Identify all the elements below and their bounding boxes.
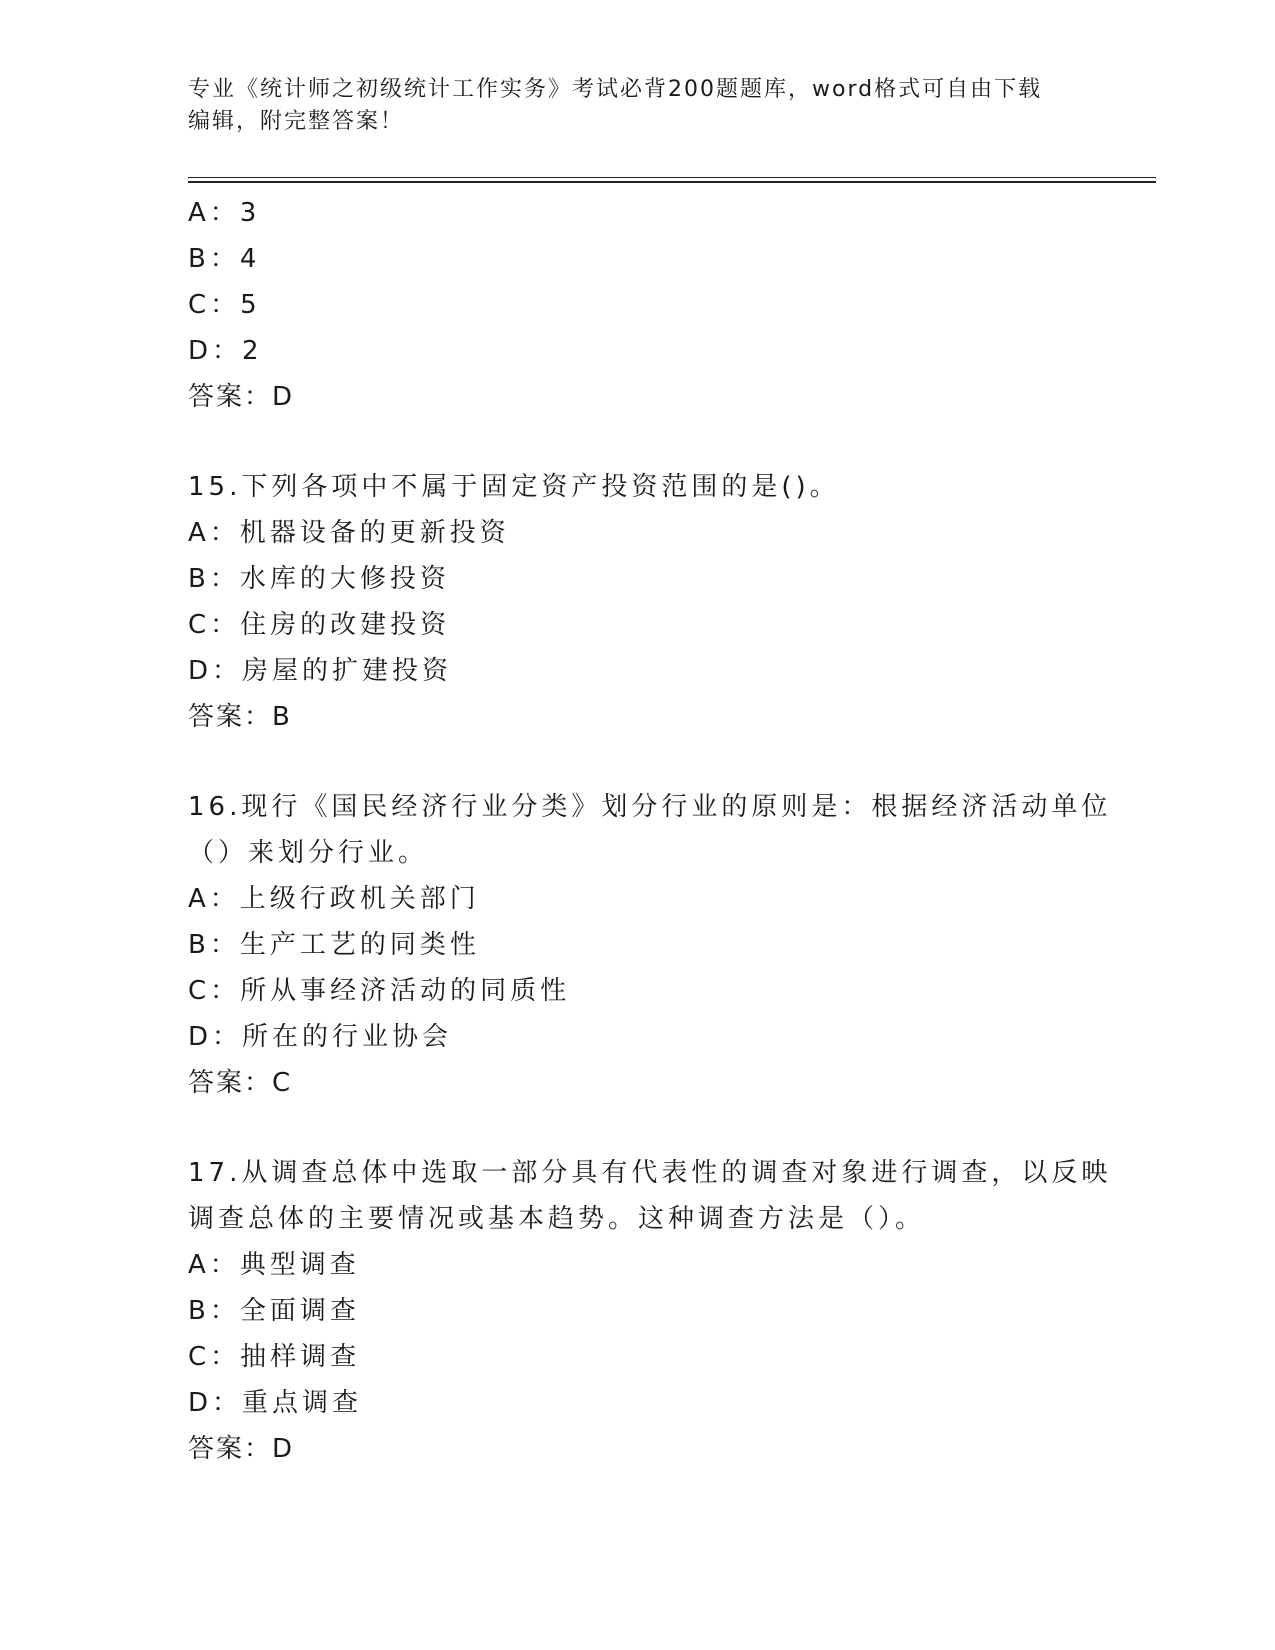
question-text: 15.下列各项中不属于固定资产投资范围的是()。: [188, 472, 840, 502]
option-d: D：房屋的扩建投资: [188, 656, 453, 686]
question-text-line2: （）来划分行业。: [188, 838, 429, 868]
option-b: B：全面调查: [188, 1296, 360, 1326]
question-list: [188, 190, 1112, 1472]
spacer: [188, 740, 1088, 784]
header-title-line1: 专业《统计师之初级统计工作实务》考试必背200题题库，word格式可自由下载: [188, 77, 1043, 102]
option-d: D：所在的行业协会: [188, 1022, 453, 1052]
answer: 答案：D: [188, 1434, 295, 1464]
option-b: B：4: [188, 244, 261, 274]
option-c: C：5: [188, 290, 261, 320]
header-divider-thin: [188, 177, 1156, 178]
header-title-line2: 编辑，附完整答案！: [188, 109, 405, 134]
option-c: C：所从事经济活动的同质性: [188, 976, 571, 1006]
answer: 答案：C: [188, 1068, 293, 1098]
option-d: D：2: [188, 336, 263, 366]
question-17: [188, 1150, 1112, 1472]
answer: 答案：D: [188, 382, 295, 412]
question-text-line1: 16.现行《国民经济行业分类》划分行业的原则是：根据经济活动单位: [188, 792, 1112, 822]
header-divider-thick: [188, 181, 1156, 183]
option-a: A：典型调查: [188, 1250, 360, 1280]
option-a: A：机器设备的更新投资: [188, 518, 510, 548]
question-14: [188, 190, 1088, 420]
spacer: [188, 1106, 1088, 1150]
answer: 答案：B: [188, 702, 292, 732]
option-c: C：住房的改建投资: [188, 610, 451, 640]
question-15: [188, 464, 1088, 740]
question-16: [188, 784, 1112, 1106]
option-b: B：水库的大修投资: [188, 564, 450, 594]
option-a: A：3: [188, 198, 261, 228]
option-d: D：重点调查: [188, 1388, 363, 1418]
option-c: C：抽样调查: [188, 1342, 361, 1372]
question-text-line1: 17.从调查总体中选取一部分具有代表性的调查对象进行调查，以反映: [188, 1158, 1112, 1188]
option-b: B：生产工艺的同类性: [188, 930, 480, 960]
document-header: [188, 74, 1088, 138]
option-a: A：上级行政机关部门: [188, 884, 480, 914]
spacer: [188, 420, 1088, 464]
question-text-line2: 调查总体的主要情况或基本趋势。这种调查方法是（）。: [188, 1204, 926, 1234]
